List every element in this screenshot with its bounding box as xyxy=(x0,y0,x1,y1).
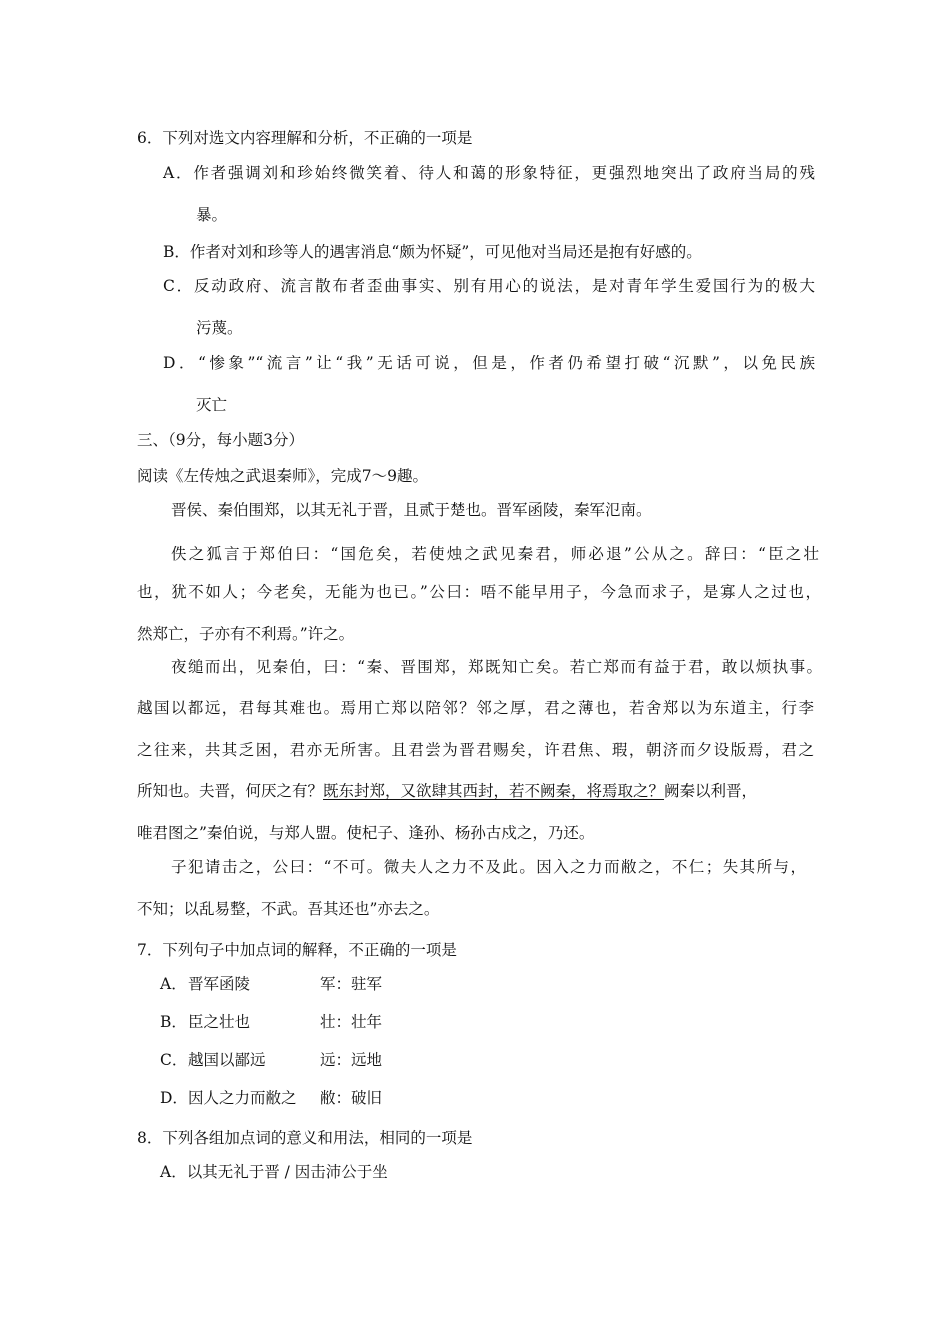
question-6-stem: 6．下列对选文内容理解和分析，不正确的一项是 xyxy=(137,129,473,147)
passage-paragraph-2-line3: 然郑亡，子亦有不利焉。”许之。 xyxy=(137,625,355,643)
question-6-option-c-line2: 污蔑。 xyxy=(196,319,243,337)
passage-paragraph-3-line4 xyxy=(137,781,814,801)
option-gloss: 军：驻军 xyxy=(320,975,383,993)
question-7-option-c xyxy=(160,1050,560,1070)
passage-paragraph-3-line3: 之往来，共其乏困，君亦无所害。且君尝为晋君赐矣，许君焦、瑕，朝济而夕设版焉，君之 xyxy=(137,741,814,759)
option-label: D． xyxy=(160,1089,188,1107)
option-word: 越国以鄙远 xyxy=(188,1051,266,1069)
option-word: 臣之壮也 xyxy=(188,1013,251,1031)
question-7-option-d xyxy=(160,1088,560,1108)
section-3-heading: 三、（9分，每小题3分） xyxy=(137,431,304,449)
question-7-stem: 7．下列句子中加点词的解释，不正确的一项是 xyxy=(137,941,457,959)
option-label: C． xyxy=(160,1051,188,1069)
question-6-option-d-line1: D．“惨象”“流言”让“我”无话可说，但是，作者仍希望打破“沉默”，以免民族 xyxy=(163,354,815,372)
option-word: 晋军函陵 xyxy=(188,975,251,993)
question-7-option-b xyxy=(160,1012,560,1032)
question-8-stem: 8．下列各组加点词的意义和用法，相同的一项是 xyxy=(137,1129,473,1147)
passage-paragraph-4-line2: 不知；以乱易整，不武。吾其还也”亦去之。 xyxy=(137,900,440,918)
passage-text: 所知也。夫晋，何厌之有？ xyxy=(137,782,324,800)
option-label: B． xyxy=(160,1013,187,1031)
option-gloss: 壮：壮年 xyxy=(320,1013,383,1031)
section-3-instruction: 阅读《左传烛之武退秦师》，完成7～9趣。 xyxy=(137,467,428,485)
passage-paragraph-3-line5: 唯君图之”秦伯说，与郑人盟。使杞子、逢孙、杨孙古戍之，乃还。 xyxy=(137,824,595,842)
option-word: 因人之力而敝之 xyxy=(188,1089,297,1107)
passage-paragraph-2-line2: 也，犹不如人；今老矣，无能为也已。”公曰：唔不能早用子，今急而求子，是寡人之过也， xyxy=(137,583,821,601)
passage-paragraph-4-line1: 子犯请击之，公曰：“不可。微夫人之力不及此。因入之力而敝之，不仁；失其所与， xyxy=(171,858,806,876)
question-6-option-c-line1: C．反动政府、流言散布者歪曲事实、别有用心的说法，是对青年学生爱国行为的极大 xyxy=(163,277,815,295)
question-8-option-a: A．以其无礼于晋 / 因击沛公于坐 xyxy=(160,1163,388,1181)
question-7-option-a xyxy=(160,974,560,994)
option-label: A． xyxy=(160,975,187,993)
passage-paragraph-2-line1: 佚之狐言于郑伯曰：“国危矣，若使烛之武见秦君，师必退”公从之。辞曰：“臣之壮 xyxy=(171,545,819,563)
passage-text: 阙秦以利晋， xyxy=(664,782,758,800)
question-6-option-a-line2: 暴。 xyxy=(196,206,228,224)
option-gloss: 远：远地 xyxy=(320,1051,383,1069)
underlined-sentence: 既东封郑，又欲肆其西封，若不阙秦，将焉取之？ xyxy=(323,782,665,800)
question-6-option-d-line2: 灭亡 xyxy=(196,396,228,414)
passage-paragraph-3-line1: 夜缒而出，见秦伯，曰：“秦、晋围郑，郑既知亡矣。若亡郑而有益于君，敢以烦执事。 xyxy=(171,658,822,676)
question-6-option-b: B．作者对刘和珍等人的遇害消息“颇为怀疑”，可见他对当局还是抱有好感的。 xyxy=(163,243,702,261)
passage-paragraph-1: 晋侯、秦伯围郑，以其无礼于晋，且贰于楚也。晋军函陵，秦军氾南。 xyxy=(171,501,652,519)
option-gloss: 敝：破旧 xyxy=(320,1089,383,1107)
question-6-option-a-line1: A．作者强调刘和珍始终微笑着、待人和蔼的形象特征，更强烈地突出了政府当局的残 xyxy=(163,164,815,182)
passage-paragraph-3-line2: 越国以都远，君每其难也。焉用亡郑以陪邻？邻之厚，君之薄也，若舍郑以为东道主，行李 xyxy=(137,699,814,717)
